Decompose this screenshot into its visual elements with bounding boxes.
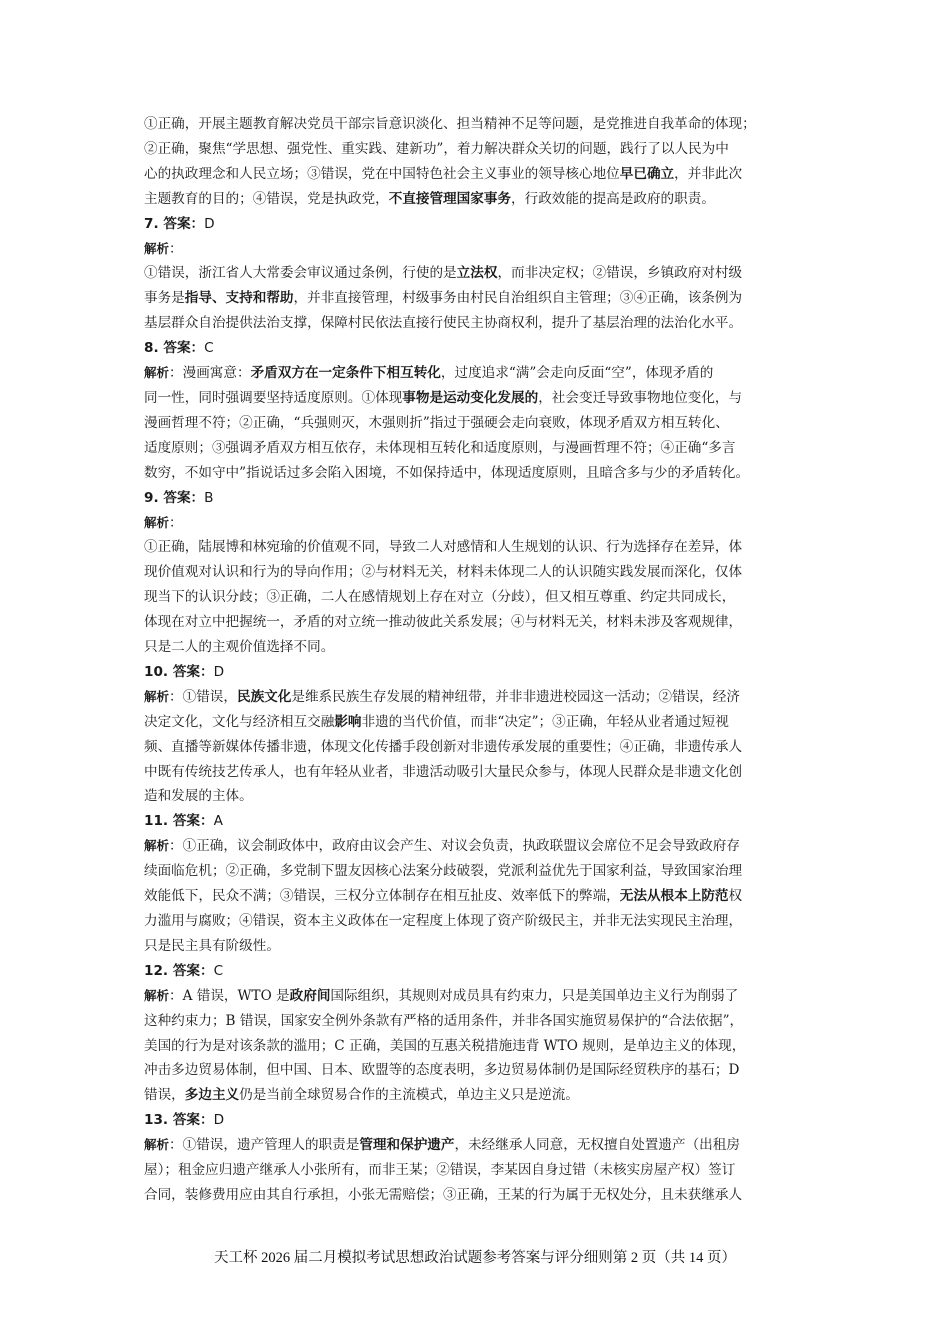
answer-heading-q10: 10. 答案：D <box>144 663 225 680</box>
page-footer: 天工杯 2026 届二月模拟考试思想政治试题参考答案与评分细则第 2 页（共 14 页） <box>214 1250 736 1266</box>
analysis-line: 只是民主具有阶级性。 <box>144 937 280 954</box>
analysis-line: 错误，多边主义仍是当前全球贸易合作的主流模式，单边主义只是逆流。 <box>144 1087 579 1104</box>
analysis-line: 基层群众自治提供法治支撑，保障村民依法直接行使民主协商权利，提升了基层治理的法治化水平。 <box>144 315 743 332</box>
analysis-line: 冲击多边贸易体制，但中国、日本、欧盟等的态度表明，多边贸易体制仍是国际经贸秩序的基石；D <box>144 1062 740 1079</box>
analysis-line: 解析：①正确，议会制政体中，政府由议会产生、对议会负责，执政联盟议会席位不足会导致政府存 <box>144 838 740 855</box>
analysis-line: 数穷，不如守中”指说话过多会陷入困境，不如保持适中，体现适度原则，且暗含多与少的矛盾转化。 <box>144 464 750 481</box>
answer-letter: D <box>213 663 225 680</box>
answer-heading-q7: 7. 答案：D <box>144 215 215 232</box>
analysis-line: 漫画哲理不符；②正确，“兵强则灭，木强则折”指过于强硬会走向衰败，体现矛盾双方相互转化、 <box>144 414 729 431</box>
analysis-line: 现价值观对认识和行为的导向作用；②与材料无关，材料未体现二人的认识随实践发展而深化，仅体 <box>144 564 743 581</box>
analysis-line: 屋）；租金应归遗产继承人小张所有，而非王某；②错误，李某因自身过错（未核实房屋产权）签订 <box>144 1162 736 1179</box>
analysis-line: 这种约束力；B 错误，国家安全例外条款有严格的适用条件，并非各国实施贸易保护的“合法依据”， <box>144 1012 744 1029</box>
analysis-line: 中既有传统技艺传承人，也有年轻从业者，非遗活动吸引大量民众参与，体现人民群众是非遗文化创 <box>144 763 743 780</box>
continuation-line: ①正确，开展主题教育解决党员干部宗旨意识淡化、担当精神不足等问题，是党推进自我革命的体现； <box>144 116 756 132</box>
analysis-label: 解析： <box>144 514 183 531</box>
answer-heading-q9: 9. 答案：B <box>144 489 214 506</box>
analysis-line: 效能低下，民众不满；③错误，三权分立体制存在相互扯皮、效率低下的弊端，无法从根本上防范权 <box>144 888 743 905</box>
answer-heading-q13: 13. 答案：D <box>144 1112 225 1129</box>
answer-letter: B <box>204 489 214 506</box>
analysis-line: 力滥用与腐败；④错误，资本主义政体在一定程度上体现了资产阶级民主，并非无法实现民主治理， <box>144 913 743 929</box>
analysis-line: 事务是指导、支持和帮助，并非直接管理，村级事务由村民自治组织自主管理；③④正确，该条例为 <box>144 290 743 307</box>
analysis-line: 只是二人的主观价值选择不同。 <box>144 639 335 656</box>
analysis-line: 体现在对立中把握统一，矛盾的对立统一推动彼此关系发展；④与材料无关，材料未涉及客观规律， <box>144 614 743 631</box>
analysis-line: 解析：①错误，遗产管理人的职责是管理和保护遗产，未经继承人同意，无权擅自处置遗产（出租房 <box>144 1137 740 1154</box>
analysis-line: 同一性，同时强调要坚持适度原则。①体现事物是运动变化发展的，社会变迁导致事物地位变化，与 <box>144 389 743 406</box>
answer-heading-q11: 11. 答案：A <box>144 813 223 830</box>
continuation-line: 心的执政理念和人民立场；③错误，党在中国特色社会主义事业的领导核心地位早已确立，并非此次 <box>144 165 743 182</box>
answer-letter: A <box>213 813 223 830</box>
continuation-line: 主题教育的目的；④错误，党是执政党，不直接管理国家事务，行政效能的提高是政府的职责。 <box>144 190 715 207</box>
analysis-line: 美国的行为是对该条款的滥用；C 正确，美国的互惠关税措施违背 WTO 规则，是单边主义的体现， <box>144 1037 746 1054</box>
answer-document <box>144 112 806 1208</box>
answer-letter: C <box>213 962 224 979</box>
answer-letter: D <box>204 215 215 232</box>
analysis-line: 解析：①错误，民族文化是维系民族生存发展的精神纽带，并非非遗进校园这一活动；②错误，经济 <box>144 688 740 705</box>
answer-heading-q8: 8. 答案：C <box>144 340 214 357</box>
analysis-label: 解析： <box>144 240 183 257</box>
answer-heading-q12: 12. 答案：C <box>144 962 224 979</box>
answer-letter: D <box>213 1112 225 1129</box>
analysis-line: 造和发展的主体。 <box>144 788 253 805</box>
analysis-line: 现当下的认识分歧；③正确，二人在感情规划上存在对立（分歧），但又相互尊重、约定共同成长， <box>144 589 736 606</box>
analysis-line: 决定文化，文化与经济相互交融影响非遗的当代价值，而非“决定”；③正确，年轻从业者通过短视 <box>144 713 729 730</box>
analysis-line: ①错误，浙江省人大常委会审议通过条例，行使的是立法权，而非决定权；②错误，乡镇政府对村级 <box>144 265 743 282</box>
answer-letter: C <box>204 340 214 357</box>
analysis-line: ①正确，陆展博和林宛瑜的价值观不同，导致二人对感情和人生规划的认识、行为选择存在差异，体 <box>144 539 743 556</box>
continuation-line: ②正确，聚焦“学思想、强党性、重实践、建新功”，着力解决群众关切的问题，践行了以人民为中 <box>144 140 729 157</box>
analysis-line: 续面临危机；②正确，多党制下盟友因核心法案分歧破裂，党派利益优先于国家利益，导致国家治理 <box>144 863 743 880</box>
analysis-line: 合同，装修费用应由其自行承担，小张无需赔偿；③正确，王某的行为属于无权处分，且未获继承人 <box>144 1186 743 1203</box>
analysis-line: 解析：漫画寓意：矛盾双方在一定条件下相互转化，过度追求“满”会走向反面“空”，体现矛盾的 <box>144 365 714 382</box>
analysis-line: 解析：A 错误，WTO 是政府间国际组织，其规则对成员具有约束力，只是美国单边主义行为削弱了 <box>144 987 739 1004</box>
analysis-line: 适度原则；③强调矛盾双方相互依存，未体现相互转化和适度原则，与漫画哲理不符；④正确“多言 <box>144 439 736 456</box>
analysis-line: 频、直播等新媒体传播非遗，体现文化传播手段创新对非遗传承发展的重要性；④正确，非遗传承人 <box>144 738 743 755</box>
